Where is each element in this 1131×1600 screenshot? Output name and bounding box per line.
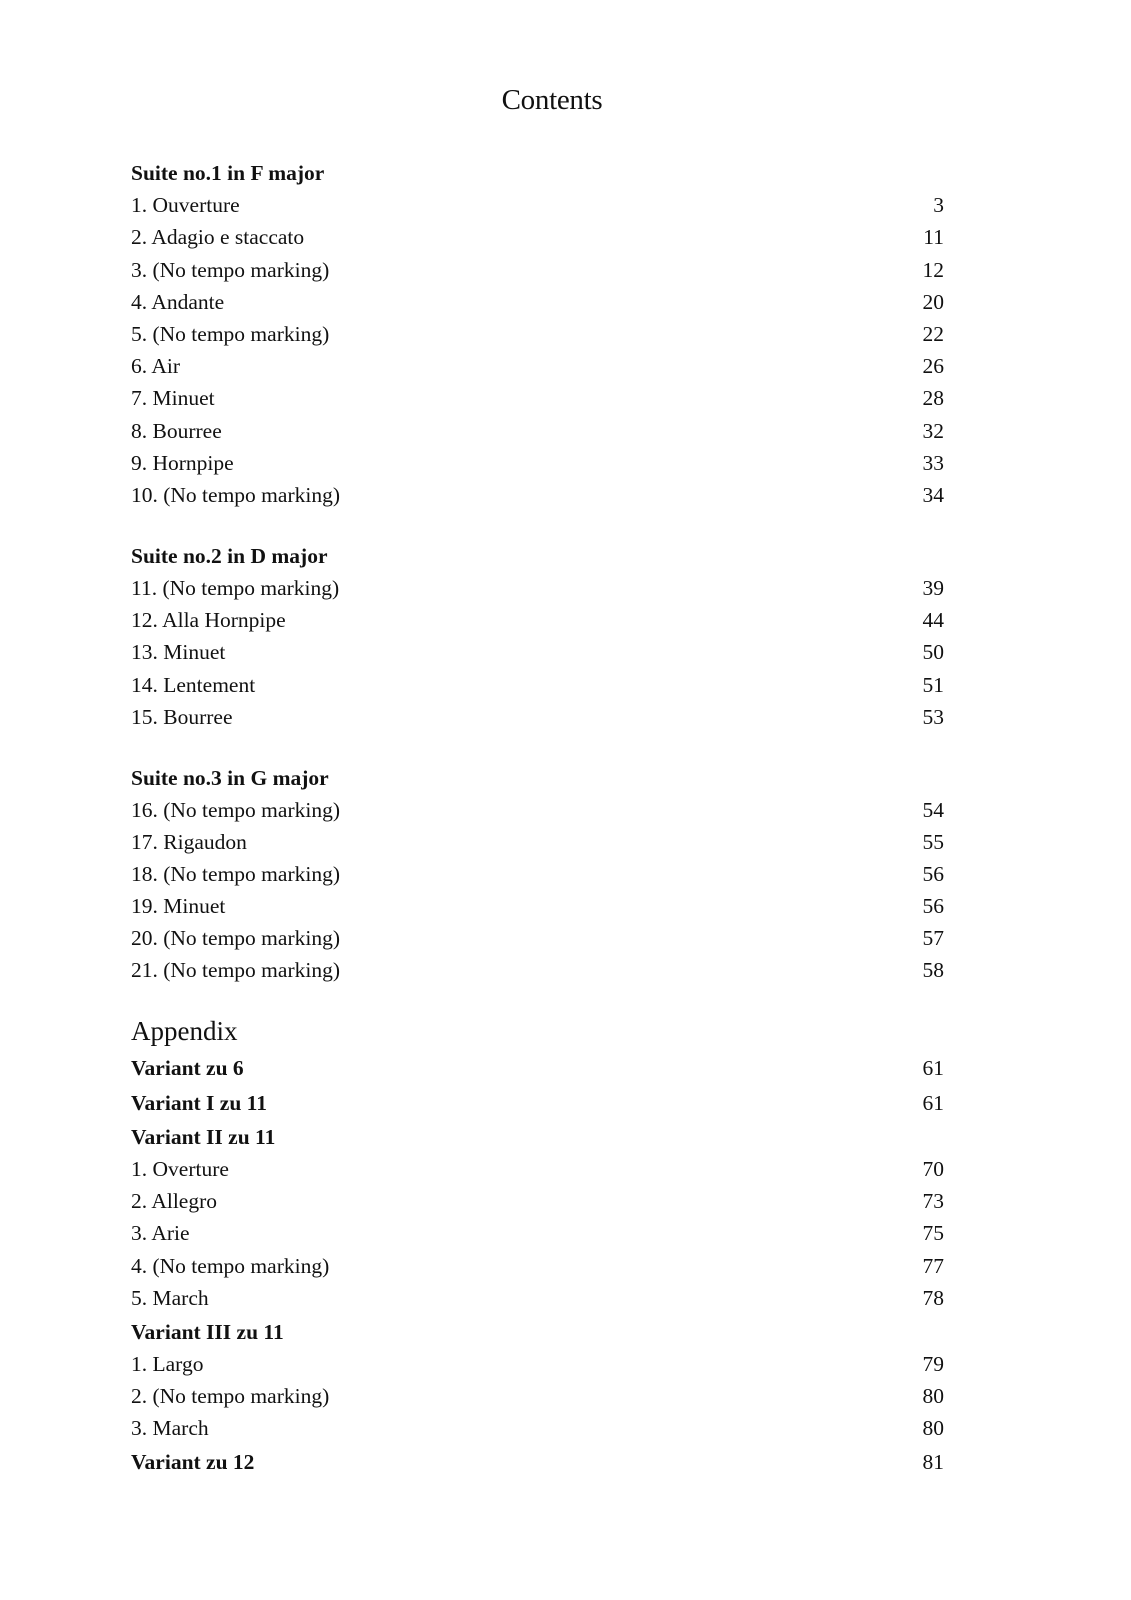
- toc-page-number: 26: [922, 353, 944, 378]
- toc-entry-label: 4. (No tempo marking): [131, 1253, 330, 1278]
- toc-entry[interactable]: [131, 891, 944, 921]
- toc-page-number: 80: [922, 1383, 944, 1408]
- toc-page-number: 77: [922, 1253, 944, 1278]
- suite-2-heading[interactable]: [131, 541, 944, 571]
- toc-entry-variant-zu-6[interactable]: [131, 1053, 944, 1083]
- toc-page-number: 44: [922, 607, 944, 632]
- toc-entry[interactable]: [131, 1381, 944, 1411]
- toc-entry[interactable]: [131, 351, 944, 381]
- toc-entry-label: 6. Air: [131, 353, 180, 378]
- toc-entry-label: 2. Allegro: [131, 1188, 217, 1213]
- toc-entry-label: 18. (No tempo marking): [131, 861, 340, 886]
- toc-heading-label: Suite no.1 in F major: [131, 160, 325, 185]
- toc-entry-label: Variant zu 6: [131, 1055, 244, 1080]
- toc-entry[interactable]: [131, 416, 944, 446]
- toc-page-number: 79: [922, 1351, 944, 1376]
- toc-page-number: 73: [922, 1188, 944, 1213]
- toc-entry[interactable]: [131, 605, 944, 635]
- suite-3-heading[interactable]: [131, 763, 944, 793]
- toc-entry[interactable]: [131, 573, 944, 603]
- toc-heading-label: Variant III zu 11: [131, 1319, 284, 1344]
- page-title: Contents: [501, 84, 603, 116]
- toc-page-number: 32: [922, 418, 944, 443]
- toc-entry-label: 12. Alla Hornpipe: [131, 607, 286, 632]
- toc-entry[interactable]: [131, 955, 944, 985]
- toc-entry-label: 1. Largo: [131, 1351, 204, 1376]
- toc-entry-label: 5. (No tempo marking): [131, 321, 330, 346]
- toc-page-number: 39: [922, 575, 944, 600]
- toc-page-number: 56: [922, 893, 944, 918]
- toc-entry-label: Variant zu 12: [131, 1449, 255, 1474]
- toc-page-number: 28: [922, 385, 944, 410]
- toc-page-number: 53: [922, 704, 944, 729]
- toc-page-number: 3: [933, 192, 944, 217]
- toc-entry-label: 19. Minuet: [131, 893, 226, 918]
- variant-iii-zu-11-heading[interactable]: [131, 1317, 944, 1347]
- toc-page-number: 11: [923, 224, 944, 249]
- toc-entry-label: 21. (No tempo marking): [131, 957, 340, 982]
- toc-entry[interactable]: [131, 827, 944, 857]
- toc-page-number: 34: [922, 482, 944, 507]
- toc-page-number: 61: [922, 1090, 944, 1115]
- toc-entry-label: 3. March: [131, 1415, 209, 1440]
- toc-entry[interactable]: [131, 795, 944, 825]
- toc-entry[interactable]: [131, 1186, 944, 1216]
- toc-entry[interactable]: [131, 190, 944, 220]
- toc-page-number: 80: [922, 1415, 944, 1440]
- toc-heading-label: Variant II zu 11: [131, 1124, 276, 1149]
- appendix-heading: Appendix: [131, 1016, 238, 1046]
- toc-page-number: 70: [922, 1156, 944, 1181]
- toc-entry-variant-i-zu-11[interactable]: [131, 1088, 944, 1118]
- toc-page-number: 56: [922, 861, 944, 886]
- toc-entry[interactable]: [131, 923, 944, 953]
- toc-entry[interactable]: [131, 1413, 944, 1443]
- toc-page-number: 50: [922, 639, 944, 664]
- toc-page-number: 75: [922, 1220, 944, 1245]
- toc-entry-label: 14. Lentement: [131, 672, 256, 697]
- toc-entry[interactable]: [131, 1283, 944, 1313]
- suite-1-heading[interactable]: [131, 158, 944, 188]
- toc-entry-label: 1. Overture: [131, 1156, 229, 1181]
- toc-page-number: 54: [922, 797, 944, 822]
- toc-entry[interactable]: [131, 1251, 944, 1281]
- toc-entry-label: 8. Bourree: [131, 418, 222, 443]
- toc-page-number: 57: [922, 925, 944, 950]
- toc-entry[interactable]: [131, 670, 944, 700]
- variant-ii-zu-11-heading[interactable]: [131, 1122, 944, 1152]
- toc-page-number: 55: [922, 829, 944, 854]
- toc-entry[interactable]: [131, 222, 944, 252]
- toc-entry-label: 5. March: [131, 1285, 209, 1310]
- toc-page-number: 61: [922, 1055, 944, 1080]
- toc-entry-label: 17. Rigaudon: [131, 829, 247, 854]
- toc-page-number: 51: [922, 672, 944, 697]
- toc-entry-label: 7. Minuet: [131, 385, 215, 410]
- toc-heading-label: Suite no.3 in G major: [131, 765, 329, 790]
- toc-entry-label: 9. Hornpipe: [131, 450, 234, 475]
- toc-page-number: 81: [922, 1449, 944, 1474]
- toc-entry[interactable]: [131, 255, 944, 285]
- toc-entry-label: Variant I zu 11: [131, 1090, 267, 1115]
- toc-entry[interactable]: [131, 287, 944, 317]
- toc-entry[interactable]: [131, 383, 944, 413]
- toc-entry[interactable]: [131, 702, 944, 732]
- toc-page-number: 20: [922, 289, 944, 314]
- toc-entry-label: 2. Adagio e staccato: [131, 224, 305, 249]
- toc-entry-label: 2. (No tempo marking): [131, 1383, 330, 1408]
- toc-page-number: 22: [922, 321, 944, 346]
- toc-entry-label: 3. (No tempo marking): [131, 257, 330, 282]
- toc-page-number: 12: [922, 257, 944, 282]
- toc-entry-label: 11. (No tempo marking): [131, 575, 340, 600]
- toc-entry[interactable]: [131, 480, 944, 510]
- toc-entry[interactable]: [131, 1154, 944, 1184]
- toc-entry-label: 3. Arie: [131, 1220, 190, 1245]
- toc-entry[interactable]: [131, 859, 944, 889]
- toc-entry[interactable]: [131, 1349, 944, 1379]
- toc-entry[interactable]: [131, 448, 944, 478]
- toc-page-number: 33: [922, 450, 944, 475]
- toc-entry-label: 15. Bourree: [131, 704, 233, 729]
- toc-entry[interactable]: [131, 1218, 944, 1248]
- toc-heading-label: Suite no.2 in D major: [131, 543, 328, 568]
- toc-entry-label: 16. (No tempo marking): [131, 797, 340, 822]
- toc-entry-label: 1. Ouverture: [131, 192, 240, 217]
- toc-entry-label: 4. Andante: [131, 289, 225, 314]
- toc-entry-variant-zu-12[interactable]: [131, 1447, 944, 1477]
- toc-entry-label: 13. Minuet: [131, 639, 226, 664]
- toc-entry-label: 20. (No tempo marking): [131, 925, 340, 950]
- toc-entry-label: 10. (No tempo marking): [131, 482, 340, 507]
- toc-entry[interactable]: [131, 637, 944, 667]
- toc-page-number: 78: [922, 1285, 944, 1310]
- toc-entry[interactable]: [131, 319, 944, 349]
- toc-page-number: 58: [922, 957, 944, 982]
